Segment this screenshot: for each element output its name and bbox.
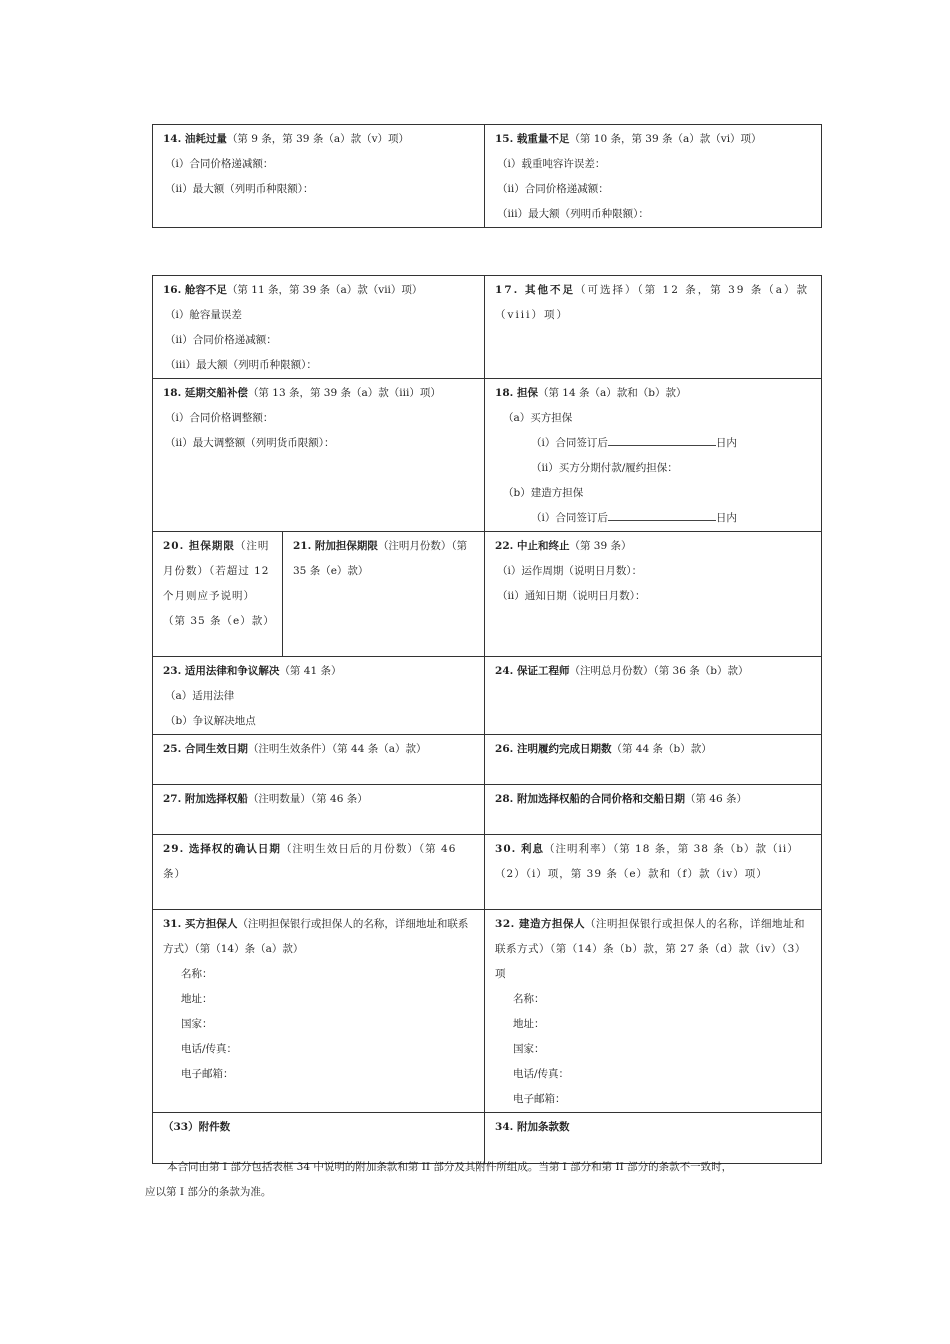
box-20-ref: （注明月份数）（若超过 12 个月则应予说明）（第 35 条（e）款） <box>163 540 275 627</box>
box-18-guarantee <box>485 379 822 532</box>
box-18a-line: （ii）最大调整额（列明货币限额）： <box>165 437 335 449</box>
box-23-ref: （第 41 条） <box>279 665 342 677</box>
box-23-line: （a）适用法律 <box>165 690 235 702</box>
builder-guarantee-label: （b）建造方担保 <box>503 487 584 499</box>
box-30-interest <box>485 835 822 910</box>
box-25-effective-date <box>153 735 485 785</box>
box-16-ref: （第 11 条，第 39 条（a）款（vii）项） <box>226 284 423 296</box>
box-18b-title: 18. 担保 <box>495 387 538 399</box>
box-21-title: 21. 附加担保期限 <box>293 540 378 552</box>
box-15-ref: （第 10 条，第 39 条（a）款（vi）项） <box>569 133 762 145</box>
form-table-top <box>152 124 822 228</box>
buyer-guarantee-days-label: （i）合同签订后 <box>531 437 608 449</box>
builder-guarantor-address-label: 地址： <box>513 1018 545 1030</box>
box-29-title: 29. 选择权的确认日期 <box>163 843 281 855</box>
box-26-ref: （第 44 条（b）款） <box>611 743 712 755</box>
buyer-guarantor-address-label: 地址： <box>181 993 213 1005</box>
box-32-builder-guarantor <box>485 910 822 1113</box>
box-31-ref: （注明担保银行或担保人的名称，详细地址和联系方式）（第（14）条（a）款） <box>163 918 469 955</box>
box-14-title: 14. 油耗过量 <box>163 133 227 145</box>
buyer-guarantee-days-field[interactable] <box>608 433 716 446</box>
box-17-ref: （可选择）（第 12 条，第 39 条（a）款（viii）项） <box>495 284 810 321</box>
footer-line-2: 应以第 I 部分的条款为准。 <box>145 1186 272 1198</box>
builder-guarantee-days-label: （i）合同签订后 <box>531 512 608 524</box>
box-27-title: 27. 附加选择权船 <box>163 793 248 805</box>
buyer-guarantor-name-label: 名称： <box>181 968 213 980</box>
box-14-line: （i）合同价格递减额： <box>165 158 274 170</box>
box-16-line: （iii）最大额（列明币种限额）： <box>165 359 317 371</box>
days-suffix: 日内 <box>715 512 737 524</box>
box-24-ref: （注明总月份数）（第 36 条（b）款） <box>569 665 749 677</box>
box-20-title: 20. 担保期限 <box>163 540 235 552</box>
box-15-deadweight <box>485 125 822 228</box>
box-15-line: （i）载重吨容许误差： <box>497 158 606 170</box>
builder-guarantor-email-label: 电子邮箱： <box>513 1093 566 1105</box>
box-14-ref: （第 9 条，第 39 条（a）款（v）项） <box>226 133 410 145</box>
box-22-ref: （第 39 条） <box>569 540 632 552</box>
box-30-ref: （注明利率）（第 18 条，第 38 条（b）款（ii）（2）（i）项，第 39 条（e）款和（f）款（iv）项） <box>495 843 799 880</box>
box-15-line: （ii）合同价格递减额： <box>497 183 609 195</box>
builder-guarantee-days-field[interactable] <box>608 508 716 521</box>
box-21-ref: （注明月份数）（第 35 条（e）款） <box>293 540 468 577</box>
box-16-line: （i）舱容量误差 <box>165 309 242 321</box>
box-27-option-vessels <box>153 785 485 835</box>
box-28-title: 28. 附加选择权船的合同价格和交船日期 <box>495 793 685 805</box>
builder-guarantor-name-label: 名称： <box>513 993 545 1005</box>
box-20-guarantee-period <box>153 532 283 657</box>
builder-guarantor-phone-label: 电话/传真： <box>513 1068 570 1080</box>
box-14-fuel-consumption <box>153 125 485 228</box>
box-31-buyer-guarantor <box>153 910 485 1113</box>
box-28-option-price-delivery <box>485 785 822 835</box>
box-15-line: （iii）最大额（列明币种限额）： <box>497 208 649 220</box>
buyer-installment-guarantee: （ii）买方分期付款/履约担保： <box>531 462 678 474</box>
box-18b-ref: （第 14 条（a）款和（b）款） <box>537 387 687 399</box>
box-23-line: （b）争议解决地点 <box>165 715 256 727</box>
box-23-law-disputes <box>153 657 485 735</box>
box-22-title: 22. 中止和终止 <box>495 540 570 552</box>
box-16-title: 16. 舱容不足 <box>163 284 227 296</box>
box-21-additional-guarantee-period <box>283 532 485 657</box>
box-34-title: 34. 附加条款数 <box>495 1121 570 1133</box>
box-16-line: （ii）合同价格递减额： <box>165 334 277 346</box>
days-suffix: 日内 <box>715 437 737 449</box>
buyer-guarantor-email-label: 电子邮箱： <box>181 1068 234 1080</box>
footer-line-1: 本合同由第 I 部分包括表框 34 中说明的附加条款和第 II 部分及其附件所组成。当第 I 部分和第 II 部分的条款不一致时， <box>167 1161 733 1173</box>
box-14-line: （ii）最大额（列明币种限额）： <box>165 183 314 195</box>
box-17-title: 17. 其他不足 <box>495 284 575 296</box>
box-26-title: 26. 注明履约完成日期数 <box>495 743 612 755</box>
buyer-guarantor-country-label: 国家： <box>181 1018 213 1030</box>
box-22-line: （ii）通知日期（说明日月数）： <box>497 590 646 602</box>
box-31-title: 31. 买方担保人 <box>163 918 238 930</box>
builder-guarantor-country-label: 国家： <box>513 1043 545 1055</box>
box-23-title: 23. 适用法律和争议解决 <box>163 665 280 677</box>
box-15-title: 15. 载重量不足 <box>495 133 570 145</box>
box-22-suspension-termination <box>485 532 822 657</box>
buyer-guarantee-label: （a）买方担保 <box>503 412 573 424</box>
box-33-title: （33）附件数 <box>163 1121 231 1133</box>
box-29-ref: （注明生效日后的月份数）（第 46 条） <box>163 843 457 880</box>
box-32-title: 32. 建造方担保人 <box>495 918 585 930</box>
box-18a-line: （i）合同价格调整额： <box>165 412 274 424</box>
box-32-ref: （注明担保银行或担保人的名称，详细地址和联系方式）（第（14）条（b）款，第 27 条（d）款（iv）（3）项 <box>495 918 806 980</box>
box-18a-ref: （第 13 条，第 39 条（a）款（iii）项） <box>247 387 441 399</box>
box-16-cargo-capacity <box>153 276 485 379</box>
box-24-guarantee-engineer <box>485 657 822 735</box>
box-28-ref: （第 46 条） <box>684 793 747 805</box>
box-17-other-deficiency <box>485 276 822 379</box>
box-29-option-confirmation <box>153 835 485 910</box>
box-25-ref: （注明生效条件）（第 44 条（a）款） <box>247 743 427 755</box>
box-18-delivery-compensation <box>153 379 485 532</box>
footer-note <box>145 1155 817 1205</box>
form-table-main <box>152 275 822 1164</box>
buyer-guarantor-phone-label: 电话/传真： <box>181 1043 238 1055</box>
box-25-title: 25. 合同生效日期 <box>163 743 248 755</box>
box-22-line: （i）运作周期（说明日月数）： <box>497 565 643 577</box>
box-30-title: 30. 利息 <box>495 843 544 855</box>
box-24-title: 24. 保证工程师 <box>495 665 570 677</box>
box-27-ref: （注明数量）（第 46 条） <box>247 793 368 805</box>
box-26-completion-date <box>485 735 822 785</box>
box-18a-title: 18. 延期交船补偿 <box>163 387 248 399</box>
